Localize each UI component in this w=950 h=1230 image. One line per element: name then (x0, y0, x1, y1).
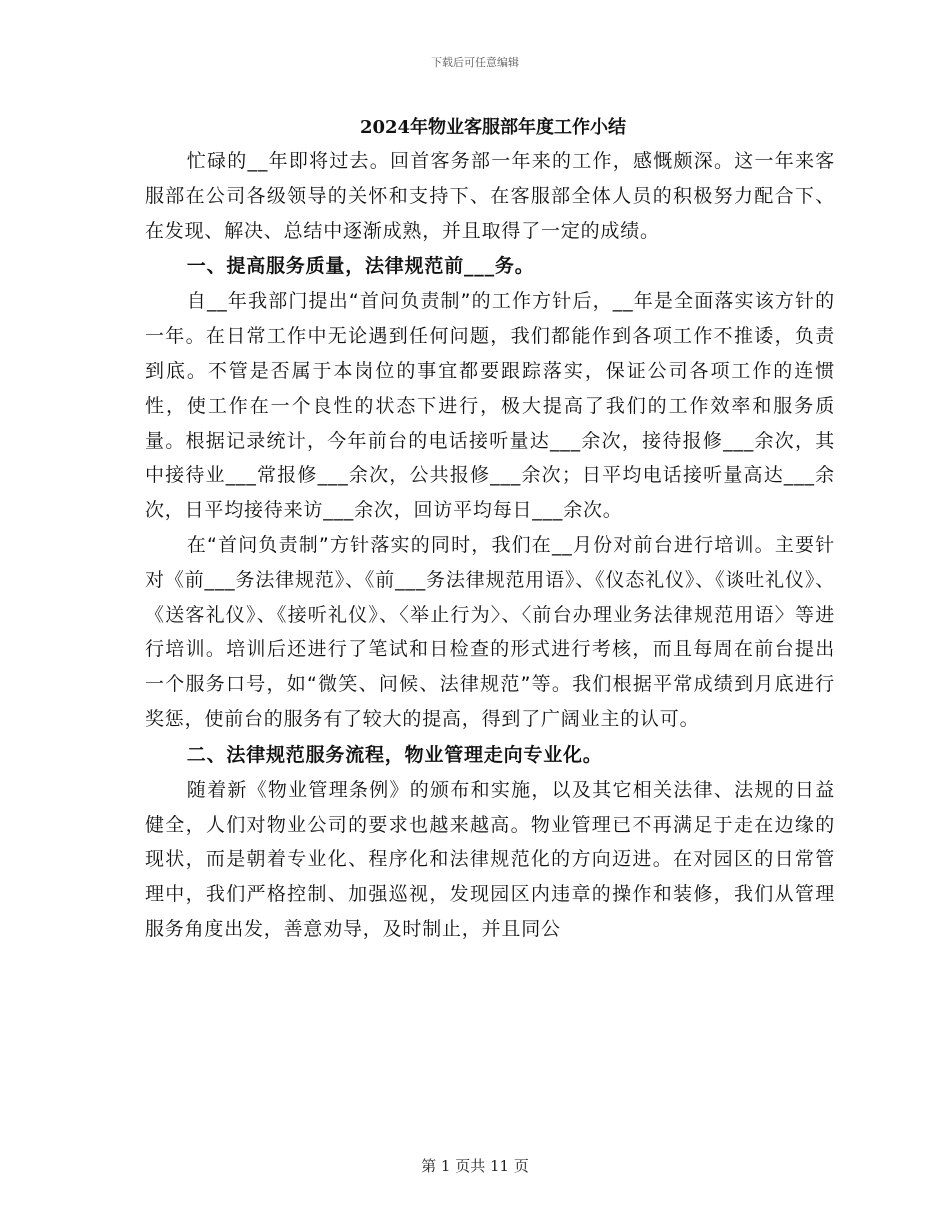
page-footer: 第 1 页共 11 页 (421, 1157, 529, 1175)
paragraph-regulations: 随着新《物业管理条例》的颁布和实施，以及其它相关法律、法规的日益健全，人们对物业公司的要求也越来越高。物业管理已不再满足于走在边缘的现状，而是朝着专业化、程序化和法律规范化的方向迈进。在对园区的日常管理中，我们严格控制、加强巡视，发现园区内违章的操作和装修，我们从管理服务角度出发，善意劝导，及时制止，并且同公 (145, 778, 835, 940)
paragraph-intro: 忙碌的__年即将过去。回首客务部一年来的工作，感慨颇深。这一年来客服部在公司各级领导的关怀和支持下、在客服部全体人员的积极努力配合下、在发现、解决、总结中逐渐成熟，并且取得了一定的成绩。 (145, 150, 835, 242)
paragraph-first-responsibility: 自__年我部门提出“首问负责制”的工作方针后，__年是全面落实该方针的一年。在日常工作中无论遇到任何问题，我们都能作到各项工作不推诿，负责到底。不管是否属于本岗位的事宜都要跟踪落实，保证公司各项工作的连惯性，使工作在一个良性的状态下进行，极大提高了我们的工作效率和服务质量。根据记录统计，今年前台的电话接听量达___余次，接待报修___余次，其中接待业___常报修___余次，公共报修___余次；日平均电话接听量高达___余次，日平均接待来访___余次，回访平均每日___余次。 (145, 290, 835, 522)
document-body (145, 112, 835, 947)
header-note: 下载后可任意编辑 (431, 56, 519, 69)
paragraph-training: 在“首问负责制”方针落实的同时，我们在__月份对前台进行培训。主要针对《前___务法律规范》、《前___务法律规范用语》、《仪态礼仪》、《谈吐礼仪》、《送客礼仪》、《接听礼仪》、〈举止行为〉、〈前台办理业务法律规范用语〉等进行培训。培训后还进行了笔试和日检查的形式进行考核，而且每周在前台提出一个服务口号，如“微笑、问候、法律规范”等。我们根据平常成绩到月底进行奖惩，使前台的服务有了较大的提高，得到了广阔业主的认可。 (145, 533, 835, 730)
section-heading-1: 一、提高服务质量，法律规范前___务。 (186, 255, 535, 278)
section-heading-2: 二、法律规范服务流程，物业管理走向专业化。 (186, 743, 603, 766)
document-title: 2024年物业客服部年度工作小结 (359, 117, 627, 138)
